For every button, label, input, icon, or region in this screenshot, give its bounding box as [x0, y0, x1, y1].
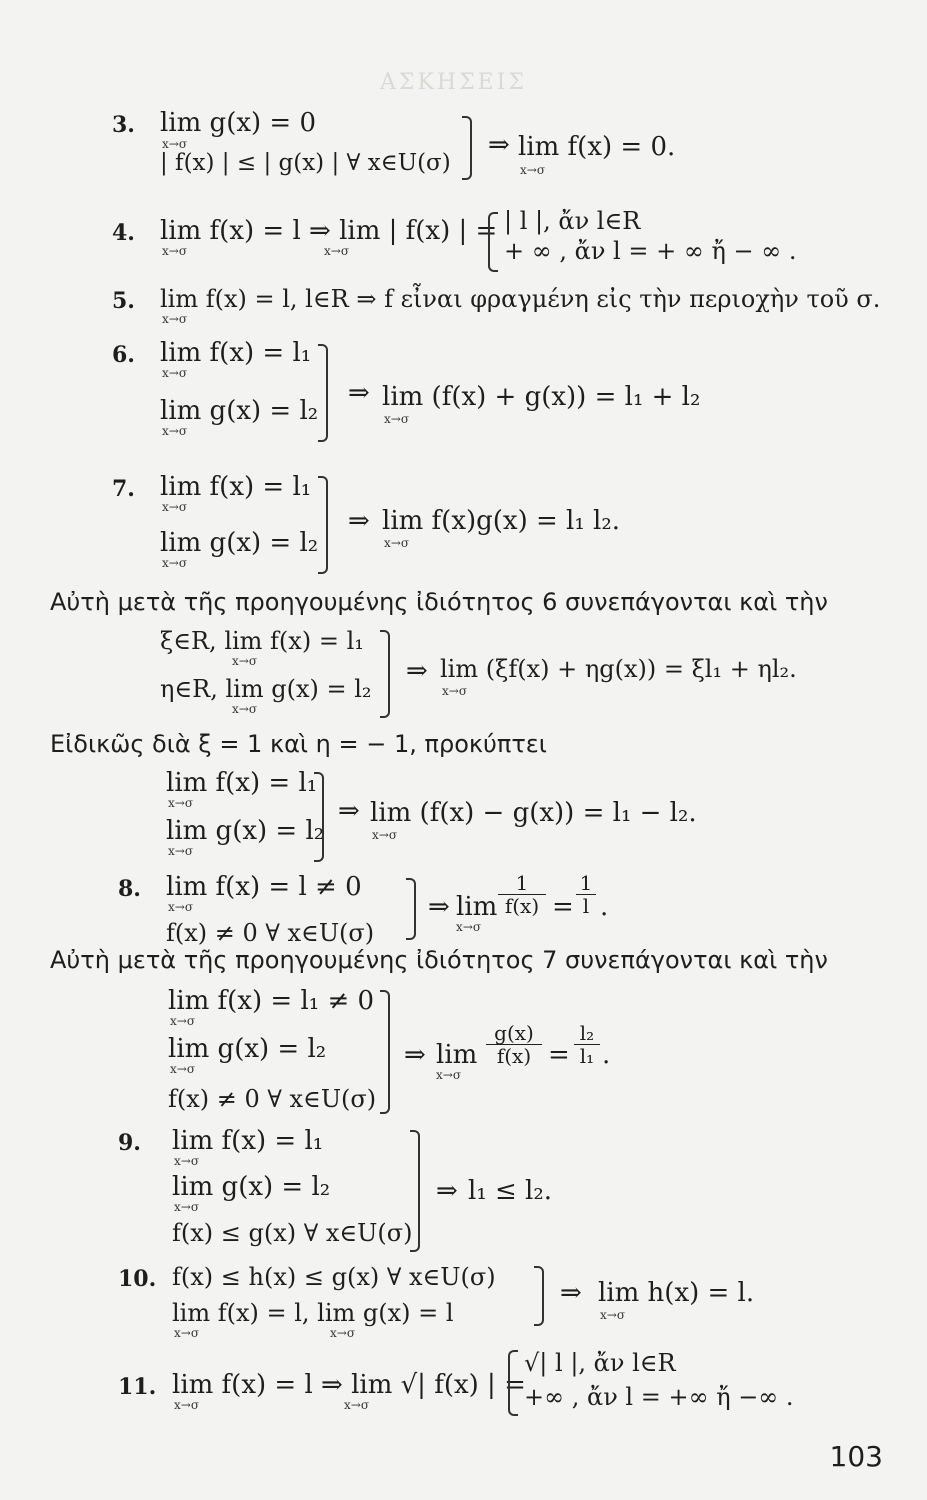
implies-arrow: ⇒: [348, 506, 370, 536]
right-brace: [410, 1130, 420, 1252]
item-number: 10.: [118, 1266, 157, 1292]
formula-result: lim (f(x) + g(x)) = l₁ + l₂: [382, 382, 701, 412]
right-brace: [314, 772, 324, 862]
implies-arrow: ⇒: [560, 1278, 582, 1308]
limit-subscript: x→σ: [162, 137, 188, 151]
limit-subscript: x→σ: [162, 312, 188, 326]
numerator: l₂: [579, 1021, 595, 1045]
formula-line: f(x) ≤ h(x) ≤ g(x) ∀ x∈U(σ): [172, 1263, 496, 1291]
formula-line: f(x) ≤ g(x) ∀ x∈U(σ): [172, 1219, 413, 1247]
limit-subscript: x→σ: [344, 1398, 370, 1412]
limit-subscript: x→σ: [168, 844, 194, 858]
paragraph-text: Εἰδικῶς διὰ ξ = 1 καὶ η = − 1, προκύπτει: [50, 730, 547, 758]
item-number: 9.: [118, 1130, 141, 1156]
limit-subscript: x→σ: [174, 1200, 200, 1214]
equals-sign: =: [552, 892, 574, 922]
item-number: 5.: [112, 288, 135, 314]
formula-line: | f(x) | ≤ | g(x) | ∀ x∈U(σ): [160, 150, 451, 176]
limit-subscript: x→σ: [162, 424, 188, 438]
item-number: 11.: [118, 1374, 157, 1400]
formula-result: lim f(x)g(x) = l₁ l₂.: [382, 506, 621, 536]
limit-subscript: x→σ: [330, 1326, 356, 1340]
implies-arrow: ⇒: [404, 1040, 426, 1070]
denominator: l: [576, 894, 596, 917]
faded-heading: ΑΣΚΗΣΕΙΣ: [380, 70, 527, 95]
formula-line: lim g(x) = l₂: [160, 528, 319, 558]
limit-subscript: x→σ: [232, 702, 258, 716]
limit-subscript: x→σ: [162, 556, 188, 570]
right-brace: [534, 1266, 544, 1326]
implies-arrow: ⇒: [348, 378, 370, 408]
implies-arrow: ⇒: [406, 656, 428, 686]
limit-subscript: x→σ: [174, 1154, 200, 1168]
limit-subscript: x→σ: [168, 796, 194, 810]
period: .: [600, 892, 609, 922]
item-number: 4.: [112, 220, 135, 246]
left-brace: [508, 1350, 518, 1416]
formula-line: lim g(x) = l₂: [166, 816, 325, 846]
formula-line: lim f(x) = l, lim g(x) = l: [172, 1299, 454, 1327]
denominator: f(x): [486, 1044, 542, 1067]
formula-result: lim (ξf(x) + ηg(x)) = ξl₁ + ηl₂.: [440, 655, 797, 683]
denominator: f(x): [498, 894, 546, 917]
denominator: l₁: [574, 1044, 600, 1067]
implies-arrow: ⇒: [338, 796, 360, 826]
limit-subscript: x→σ: [170, 1062, 196, 1076]
formula-line: lim f(x) = l ⇒ lim | f(x) | =: [160, 216, 498, 246]
case-line: +∞ , ἄν l = +∞ ἤ −∞ .: [524, 1383, 794, 1411]
limit-subscript: x→σ: [162, 366, 188, 380]
item-number: 8.: [118, 876, 141, 902]
formula-line: lim f(x) = l, l∈R ⇒ f εἶναι φραγμένη εἰς τὴν περιοχὴν τοῦ σ.: [160, 285, 881, 313]
right-brace: [462, 116, 472, 180]
limit-subscript: x→σ: [600, 1308, 626, 1322]
item-number: 6.: [112, 342, 135, 368]
limit-operator: lim: [456, 892, 498, 922]
numerator: 1: [579, 871, 593, 895]
formula-line: lim f(x) = l₁ ≠ 0: [168, 986, 375, 1016]
limit-subscript: x→σ: [168, 900, 194, 914]
formula-line: lim f(x) = l₁: [160, 472, 312, 502]
left-brace: [488, 212, 498, 272]
numerator: 1: [515, 871, 529, 895]
limit-operator: lim: [436, 1040, 478, 1070]
limit-subscript: x→σ: [384, 536, 410, 550]
period: .: [602, 1040, 611, 1070]
implies-arrow: ⇒: [428, 892, 450, 922]
case-line: + ∞ , ἄν l = + ∞ ἤ − ∞ .: [504, 237, 797, 265]
limit-subscript: x→σ: [232, 654, 258, 668]
formula-result: lim (f(x) − g(x)) = l₁ − l₂.: [370, 798, 697, 828]
limit-subscript: x→σ: [372, 828, 398, 842]
formula-line: lim f(x) = l₁: [166, 768, 318, 798]
limit-subscript: x→σ: [170, 1014, 196, 1028]
case-line: | l |, ἄν l∈R: [504, 207, 641, 235]
numerator: g(x): [494, 1021, 534, 1045]
formula-line: f(x) ≠ 0 ∀ x∈U(σ): [168, 1085, 377, 1113]
limit-subscript: x→σ: [324, 244, 350, 258]
fraction: [574, 1022, 600, 1067]
right-brace: [318, 476, 328, 574]
limit-subscript: x→σ: [436, 1068, 462, 1082]
formula-line: lim f(x) = l₁: [172, 1126, 324, 1156]
item-number: 7.: [112, 476, 135, 502]
limit-subscript: x→σ: [162, 500, 188, 514]
right-brace: [380, 630, 390, 718]
formula-line: lim g(x) = l₂: [160, 396, 319, 426]
formula-line: lim f(x) = l₁: [160, 338, 312, 368]
formula-result: l₁ ≤ l₂.: [468, 1176, 553, 1206]
limit-subscript: x→σ: [520, 163, 546, 177]
limit-subscript: x→σ: [442, 684, 468, 698]
fraction: [576, 872, 596, 917]
right-brace: [318, 344, 328, 442]
formula-line: lim f(x) = l ⇒ lim √| f(x) | =: [172, 1370, 526, 1400]
formula-line: lim g(x) = 0: [160, 108, 316, 138]
implies-arrow: ⇒: [488, 130, 510, 160]
page-number: 103: [829, 1440, 883, 1473]
limit-subscript: x→σ: [456, 920, 482, 934]
paragraph-text: Αὐτὴ μετὰ τῆς προηγουμένης ἰδιότητος 6 συνεπάγονται καὶ τὴν: [50, 588, 828, 616]
formula-line: f(x) ≠ 0 ∀ x∈U(σ): [166, 919, 375, 947]
limit-subscript: x→σ: [384, 412, 410, 426]
implies-arrow: ⇒: [436, 1176, 458, 1206]
case-line: √| l |, ἄν l∈R: [524, 1349, 676, 1377]
formula-line: η∈R, lim g(x) = l₂: [160, 675, 372, 703]
right-brace: [406, 878, 416, 940]
right-brace: [380, 990, 390, 1114]
item-number: 3.: [112, 112, 135, 138]
formula-line: ξ∈R, lim f(x) = l₁: [160, 627, 364, 655]
formula-line: lim f(x) = l ≠ 0: [166, 872, 362, 902]
paragraph-text: Αὐτὴ μετὰ τῆς προηγουμένης ἰδιότητος 7 συνεπάγονται καὶ τὴν: [50, 946, 828, 974]
fraction: [486, 1022, 542, 1067]
limit-subscript: x→σ: [174, 1398, 200, 1412]
formula-line: lim g(x) = l₂: [168, 1034, 327, 1064]
formula-result: lim h(x) = l.: [598, 1278, 755, 1308]
limit-subscript: x→σ: [162, 244, 188, 258]
limit-subscript: x→σ: [174, 1326, 200, 1340]
formula-line: lim g(x) = l₂: [172, 1172, 331, 1202]
fraction: [498, 872, 546, 917]
equals-sign: =: [548, 1040, 570, 1070]
formula-result: lim f(x) = 0.: [518, 132, 676, 162]
